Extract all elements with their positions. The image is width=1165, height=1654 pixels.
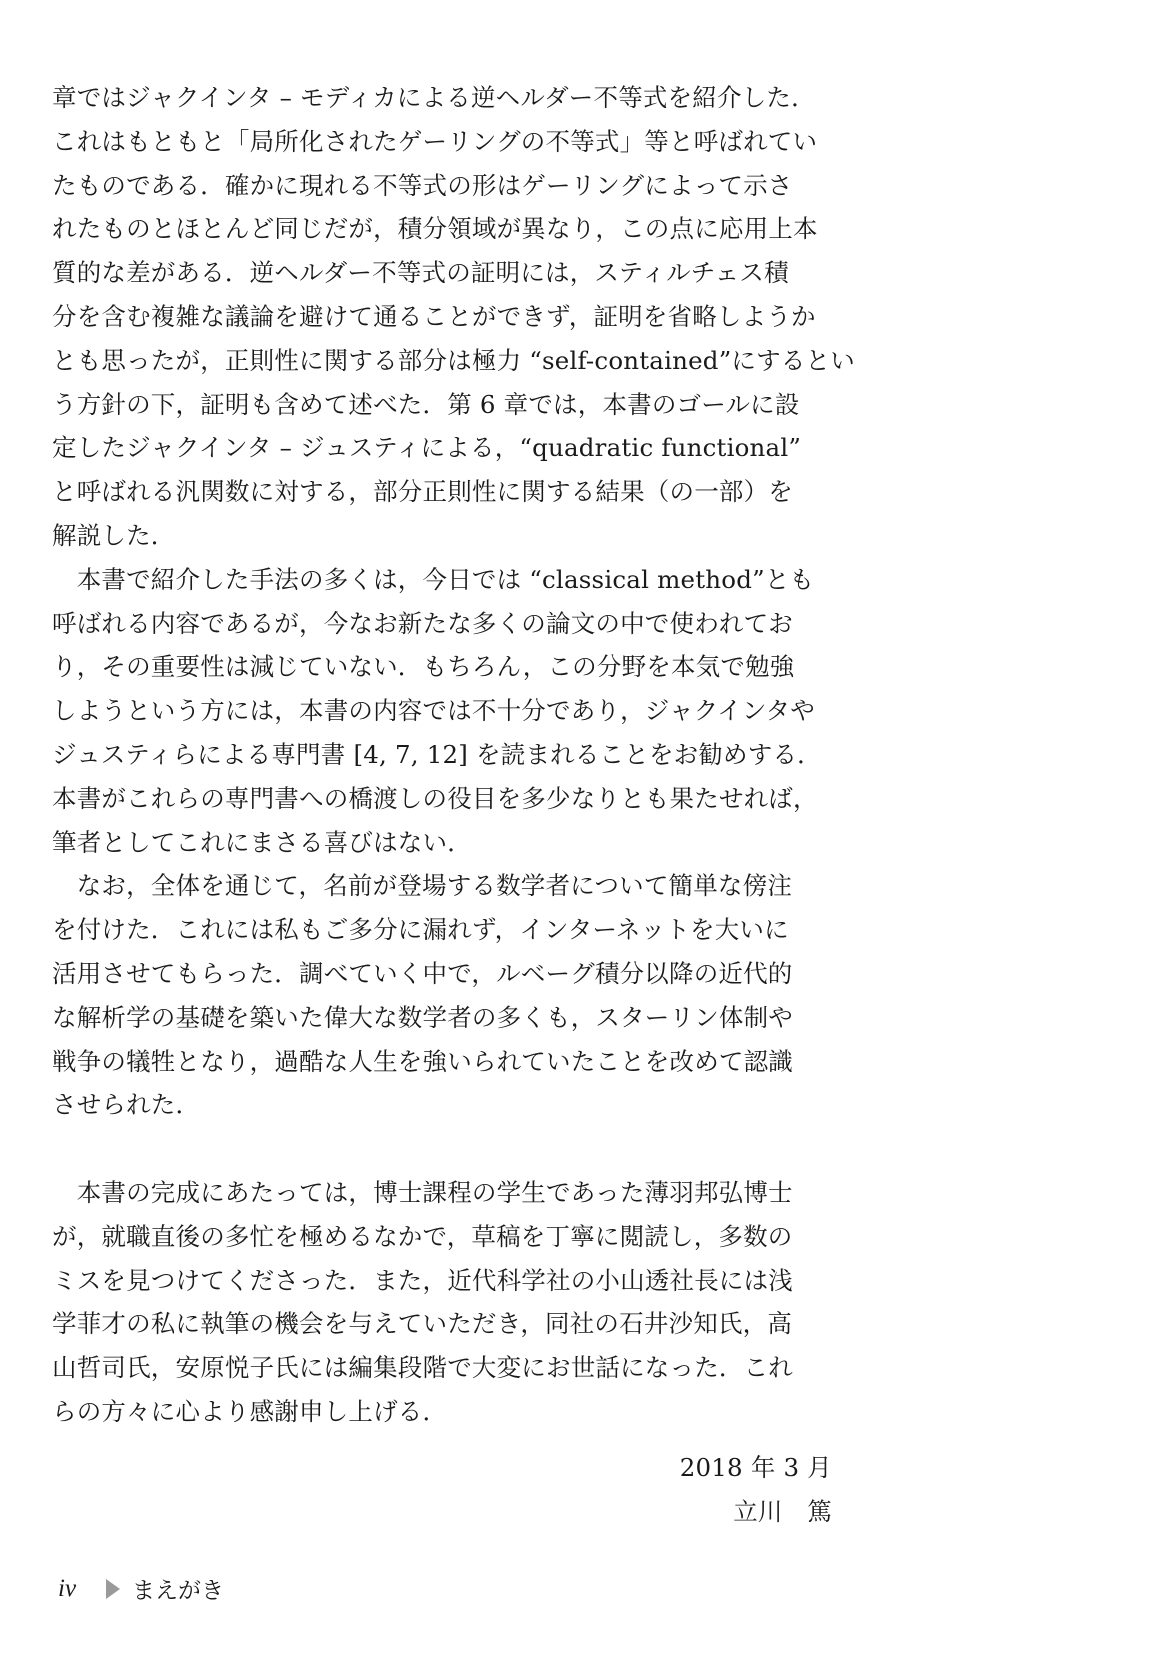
section-name: まえがき [132,1578,225,1604]
text-line: なお，全体を通じて，名前が登場する数学者について簡単な傍注 [52,871,793,901]
acknowledgement-line: らの方々に心より感謝申し上げる． [52,1396,448,1426]
text-line: させられた． [52,1090,201,1120]
text-line: たものである．確かに現れる不等式の形はゲーリングによって示さ [52,170,793,200]
text-line: 分を含む複雑な議論を避けて通ることができず，証明を省略しようか [52,301,816,331]
acknowledgement-line: ミスを見つけてくださった．また，近代科学社の小山透社長には浅 [52,1265,793,1295]
acknowledgement-line: が，就職直後の多忙を極めるなかで，草稿を丁寧に閲読し，多数の [52,1221,793,1251]
text-line: 呼ばれる内容であるが，今なお新たな多くの論文の中で使われてお [52,608,793,638]
signature-spacer [52,1434,832,1446]
text-line: と呼ばれる汎関数に対する，部分正則性に関する結果（の一部）を [52,477,793,507]
text-line: ジュスティらによる専門書 [4, 7, 12] を読まれることをお勧めする． [52,739,822,769]
text-line: 戦争の犠牲となり，過酷な人生を強いられていたことを改めて認識 [52,1046,793,1076]
page-number: iv [58,1574,77,1602]
text-line: 本書がこれらの専門書への橋渡しの役目を多少なりとも果たせれば， [52,783,818,813]
signature-date: 2018 年 3 月 [679,1452,832,1482]
acknowledgement-line: 本書の完成にあたっては，博士課程の学生であった薄羽邦弘博士 [52,1177,793,1207]
text-line: れたものとほとんど同じだが，積分領域が異なり，この点に応用上本 [52,214,818,244]
acknowledgement-line: 山哲司氏，安原悦子氏には編集段階で大変にお世話になった．これ [52,1353,793,1383]
acknowledgement-line: 学菲才の私に執筆の機会を与えていただき，同社の石井沙知氏，高 [52,1309,793,1339]
signature-author: 立川 篤 [733,1496,832,1526]
text-line: 本書で紹介した手法の多くは，今日では “classical method”とも [52,564,815,594]
text-line: を付けた．これには私もご多分に漏れず，インターネットを大いに [52,915,789,945]
text-line: とも思ったが，正則性に関する部分は極力 “self-contained”にするとい [52,345,855,375]
text-line: しようという方には，本書の内容では不十分であり，ジャクインタや [52,696,816,726]
text-line: う方針の下，証明も含めて述べた．第 6 章では，本書のゴールに設 [52,389,800,419]
text-line: 筆者としてこれにまさる喜びはない． [52,827,472,857]
page-footer [58,1572,224,1605]
paragraph-spacer [52,1127,832,1171]
triangle-marker-icon [106,1579,120,1599]
text-line: 活用させてもらった．調べていく中で，ルベーグ積分以降の近代的 [52,958,793,988]
text-line: 質的な差がある．逆ヘルダー不等式の証明には，スティルチェス積 [52,258,789,288]
body-text [52,76,855,1533]
text-line: 定したジャクインタ – ジュスティによる，“quadratic functional” [52,433,802,463]
text-line: これはもともと「局所化されたゲーリングの不等式」等と呼ばれてい [52,126,818,156]
text-line: な解析学の基礎を築いた偉大な数学者の多くも，スターリン体制や [52,1002,793,1032]
text-line: り，その重要性は減じていない．もちろん，この分野を本気で勉強 [52,652,795,682]
text-line: 解説した． [52,520,176,550]
text-line: 章ではジャクインタ – モディカによる逆ヘルダー不等式を紹介した． [52,83,816,112]
